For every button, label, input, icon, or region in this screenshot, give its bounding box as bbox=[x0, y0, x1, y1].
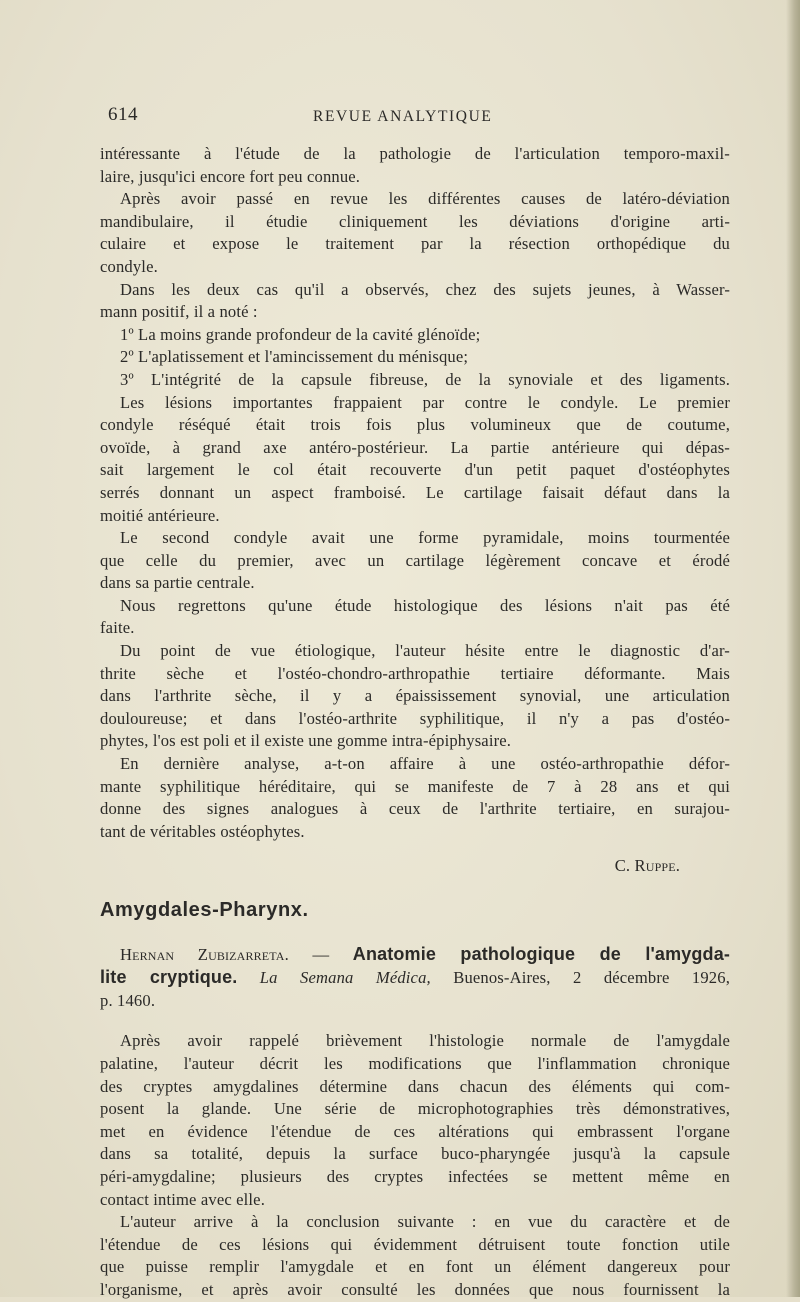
text-line: condyle. bbox=[100, 256, 158, 276]
spacer bbox=[100, 1012, 730, 1030]
text-line: dans l'arthrite sèche, il y a épaississement synovial, une articulation bbox=[100, 686, 730, 706]
bibliographic-reference bbox=[100, 943, 730, 1013]
text-line: péri-amygdaline; plusieurs des cryptes infectées se mettent même en bbox=[100, 1166, 730, 1186]
text-line: Dans les deux cas qu'il a observés, chez des sujets jeunes, à Wasser- bbox=[120, 279, 730, 299]
text-line: des cryptes amygdalines détermine dans chacun des éléments qui com- bbox=[100, 1076, 730, 1096]
reference-title: lite cryptique. bbox=[100, 967, 238, 988]
text-line: thrite sèche et l'ostéo-chondro-arthropathie tertiaire déformante. Mais bbox=[100, 663, 730, 683]
text-line: que celle du premier, avec un cartilage légèrement concave et érodé bbox=[100, 550, 730, 570]
text-line: tant de véritables ostéophytes. bbox=[100, 821, 305, 841]
reference-dash: — bbox=[288, 944, 353, 964]
text-line: contact intime avec elle. bbox=[100, 1189, 265, 1209]
text-line: douloureuse; et dans l'ostéo-arthrite syphilitique, il n'y a pas d'ostéo- bbox=[100, 708, 730, 728]
reference-citation: Buenos-Aires, 2 décembre 1926, bbox=[430, 968, 730, 988]
text-line: Après avoir passé en revue les différentes causes de latéro-déviation bbox=[120, 189, 730, 209]
text-line: condyle réséqué était trois fois plus volumineux que de coutume, bbox=[100, 415, 730, 435]
reference-line bbox=[100, 966, 730, 990]
text-line: laire, jusqu'ici encore fort peu connue. bbox=[100, 166, 361, 186]
reference-author: Hernan Zubizarreta. bbox=[120, 944, 289, 964]
text-line: Nous regrettons qu'une étude histologique des lésions n'ait pas été bbox=[120, 595, 730, 615]
text-line: mandibulaire, il étudie cliniquement les déviations d'origine arti- bbox=[100, 211, 730, 231]
text-line: Les lésions importantes frappaient par contre le condyle. Le premier bbox=[120, 392, 730, 412]
text-line: phytes, l'os est poli et il existe une gomme intra-épiphysaire. bbox=[100, 731, 512, 751]
page-body bbox=[100, 143, 730, 1302]
page-header bbox=[108, 104, 730, 130]
text-line: que puisse remplir l'amygdale et en font un élément dangereux pour bbox=[100, 1257, 730, 1277]
text-line: moitié antérieure. bbox=[100, 505, 220, 525]
text-line: L'auteur arrive à la conclusion suivante : en vue du caractère et de bbox=[120, 1212, 730, 1232]
page-number: 614 bbox=[108, 104, 138, 125]
text-line: Après avoir rappelé brièvement l'histologie normale de l'amygdale bbox=[120, 1031, 730, 1051]
text-line: mante syphilitique héréditaire, qui se manifeste de 7 à 28 ans et qui bbox=[100, 776, 730, 796]
section-heading: Amygdales-Pharynx. bbox=[100, 899, 309, 921]
text-line: ovoïde, à grand axe antéro-postérieur. La partie antérieure qui dépas- bbox=[100, 437, 730, 457]
author-signature: C. Ruppe. bbox=[614, 856, 680, 876]
text-line: donne des signes analogues à ceux de l'arthrite tertiaire, en surajou- bbox=[100, 799, 730, 819]
text-line: serrés donnant un aspect framboisé. Le cartilage faisait défaut dans la bbox=[100, 482, 730, 502]
text-line: posent la glande. Une série de microphotographies très démonstratives, bbox=[100, 1099, 730, 1119]
running-head: REVUE ANALYTIQUE bbox=[313, 108, 493, 125]
text-line: En dernière analyse, a-t-on affaire à une ostéo-arthropathie défor- bbox=[120, 754, 730, 774]
text-line: Du point de vue étiologique, l'auteur hésite entre le diagnostic d'ar- bbox=[120, 641, 730, 661]
text-line: 2º L'aplatissement et l'amincissement du ménisque; bbox=[120, 347, 469, 367]
text-line: 3º L'intégrité de la capsule fibreuse, de la synoviale et des ligaments. bbox=[120, 369, 730, 389]
text-line: 1º La moins grande profondeur de la cavité glénoïde; bbox=[120, 324, 481, 344]
text-line: dans sa totalité, depuis la surface buco-pharyngée jusqu'à la capsule bbox=[100, 1144, 730, 1164]
text-line: sait largement le col était recouverte d'un petit paquet d'ostéophytes bbox=[100, 460, 730, 480]
text-line: l'organisme, et après avoir consulté les données que nous fournissent la bbox=[100, 1279, 730, 1299]
text-line: mann positif, il a noté : bbox=[100, 302, 258, 322]
text-line: palatine, l'auteur décrit les modifications que l'inflammation chronique bbox=[100, 1053, 730, 1073]
reference-citation: p. 1460. bbox=[100, 990, 156, 1010]
text-line: Le second condyle avait une forme pyramidale, moins tourmentée bbox=[120, 528, 730, 548]
text-line: intéressante à l'étude de la pathologie de l'articulation temporo-maxil- bbox=[100, 144, 730, 163]
text-line: culaire et expose le traitement par la résection orthopédique du bbox=[100, 234, 730, 254]
page-edge-shadow bbox=[786, 0, 800, 1297]
text-line: l'étendue de ces lésions qui évidemment détruisent toute fonction utile bbox=[100, 1234, 730, 1254]
reference-journal: La Semana Médica, bbox=[259, 968, 431, 988]
text-line: dans sa partie centrale. bbox=[100, 573, 255, 593]
reference-title: Anatomie pathologique de l'amygda- bbox=[352, 943, 731, 964]
reference-line bbox=[100, 943, 730, 967]
text-line: met en évidence l'étendue de ces altérations qui embrassent l'organe bbox=[100, 1121, 730, 1141]
text-line: faite. bbox=[100, 618, 135, 638]
